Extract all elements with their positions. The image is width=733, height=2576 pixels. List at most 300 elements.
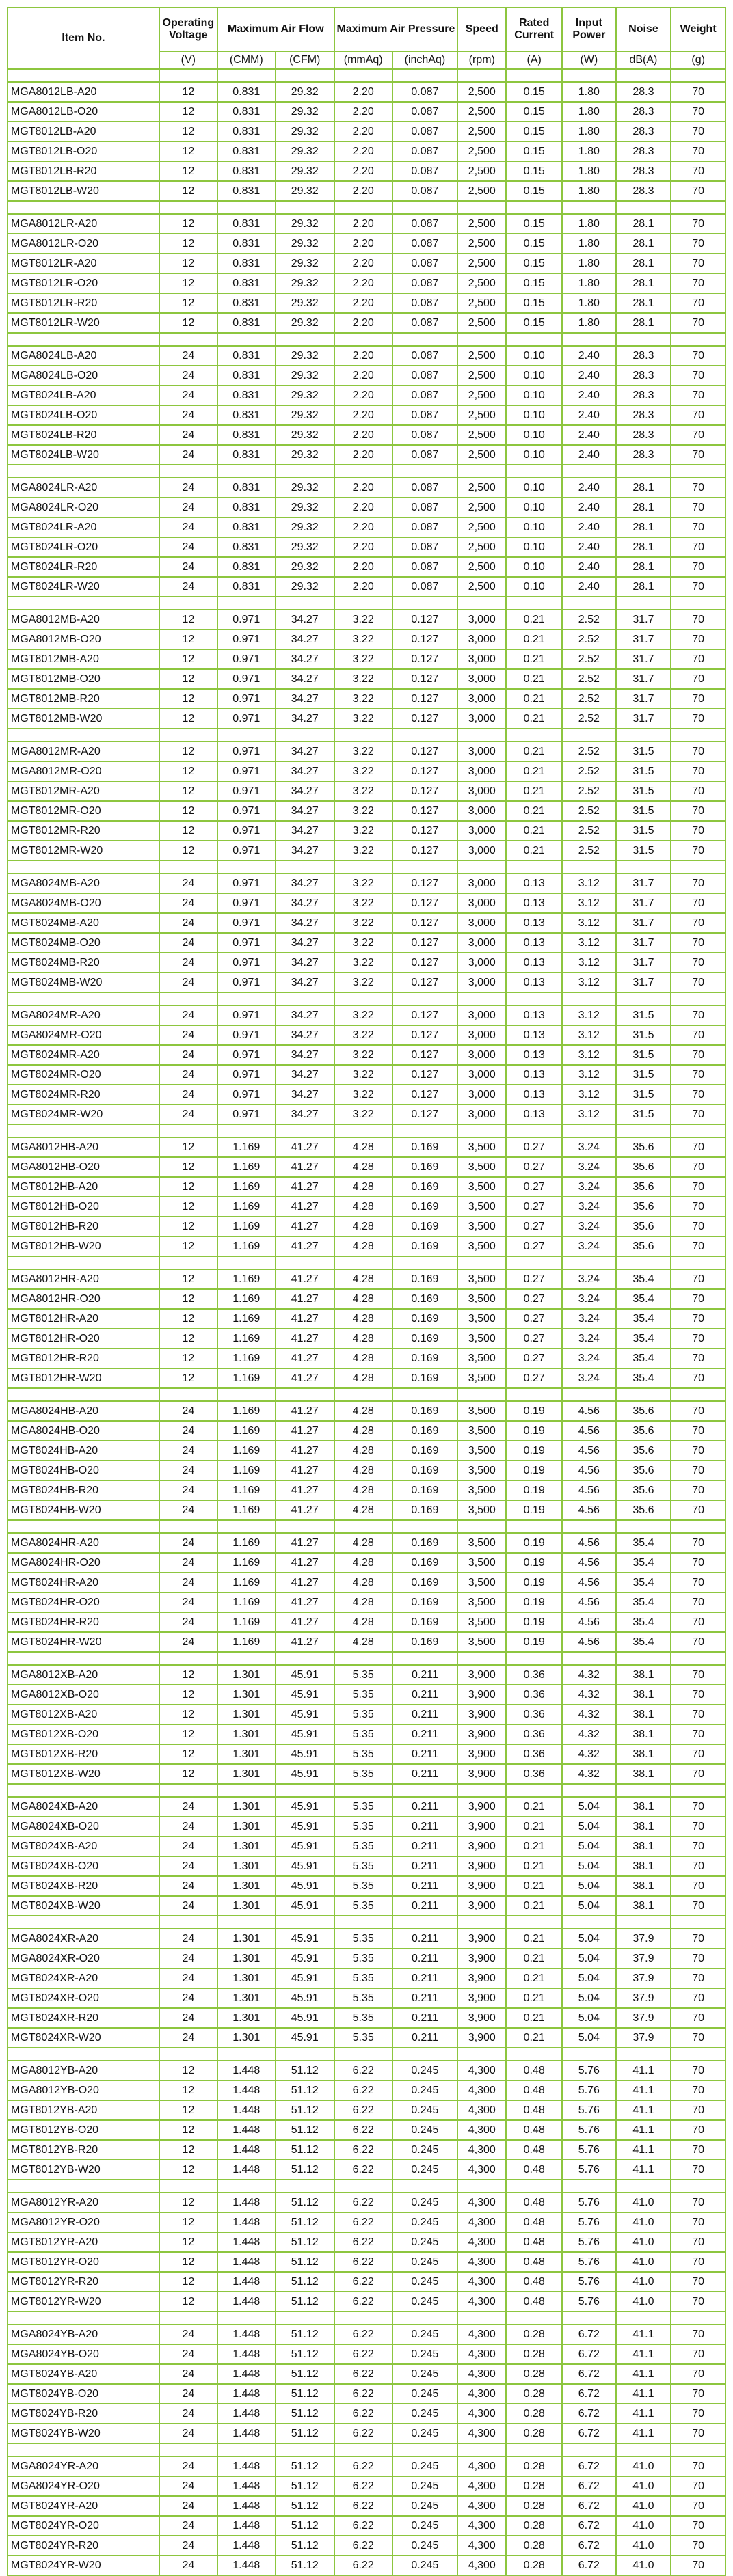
air-flow-cmm-cell: 1.301 [217, 1968, 276, 1988]
air-flow-cfm-cell: 34.27 [276, 629, 334, 649]
separator-cell [506, 729, 562, 742]
speed-cell: 3,900 [457, 1929, 506, 1949]
pressure-inchaq-cell: 0.127 [392, 1085, 458, 1104]
speed-cell: 3,000 [457, 1045, 506, 1065]
noise-cell: 35.4 [616, 1348, 671, 1368]
input-power-cell: 2.40 [562, 478, 616, 498]
table-row [8, 2536, 725, 2555]
table-row [8, 1836, 725, 1856]
rated-current-cell: 0.10 [506, 517, 562, 537]
weight-cell: 70 [671, 801, 725, 821]
separator-cell [8, 992, 159, 1005]
pressure-inchaq-cell: 0.087 [392, 82, 458, 102]
pressure-inchaq-cell: 0.245 [392, 2456, 458, 2476]
pressure-mmaq-cell: 3.22 [334, 893, 392, 913]
pressure-mmaq-cell: 4.28 [334, 1573, 392, 1592]
voltage-cell: 24 [159, 1533, 217, 1553]
table-row [8, 801, 725, 821]
separator-cell [616, 1124, 671, 1137]
air-flow-cmm-cell: 0.971 [217, 689, 276, 709]
separator-cell [392, 729, 458, 742]
air-flow-cmm-cell: 1.448 [217, 2160, 276, 2180]
air-flow-cfm-cell: 51.12 [276, 2212, 334, 2232]
separator-cell [457, 1916, 506, 1929]
voltage-cell: 24 [159, 1104, 217, 1124]
separator-cell [217, 465, 276, 478]
table-row [8, 1929, 725, 1949]
input-power-cell: 4.56 [562, 1421, 616, 1441]
voltage-cell: 12 [159, 1197, 217, 1217]
noise-cell: 31.5 [616, 1104, 671, 1124]
noise-cell: 28.1 [616, 557, 671, 577]
input-power-cell: 6.72 [562, 2476, 616, 2496]
noise-cell: 31.5 [616, 781, 671, 801]
weight-cell: 70 [671, 2344, 725, 2364]
weight-cell: 70 [671, 181, 725, 201]
speed-cell: 3,500 [457, 1309, 506, 1329]
speed-cell: 3,500 [457, 1573, 506, 1592]
air-flow-cfm-cell: 45.91 [276, 1876, 334, 1896]
pressure-inchaq-cell: 0.169 [392, 1592, 458, 1612]
pressure-mmaq-cell: 4.28 [334, 1401, 392, 1421]
air-flow-cfm-cell: 41.27 [276, 1177, 334, 1197]
weight-cell: 70 [671, 913, 725, 933]
header-noise: Noise [616, 8, 671, 51]
air-flow-cfm-cell: 45.91 [276, 1797, 334, 1817]
separator-cell [616, 1520, 671, 1533]
noise-cell: 38.1 [616, 1817, 671, 1836]
rated-current-cell: 0.10 [506, 346, 562, 366]
table-row [8, 181, 725, 201]
item-no-cell: MGA8024HB-O20 [8, 1421, 159, 1441]
separator-cell [276, 69, 334, 82]
table-row [8, 385, 725, 405]
pressure-mmaq-cell: 6.22 [334, 2384, 392, 2404]
air-flow-cfm-cell: 34.27 [276, 689, 334, 709]
weight-cell: 70 [671, 2456, 725, 2476]
pressure-mmaq-cell: 5.35 [334, 1856, 392, 1876]
pressure-mmaq-cell: 3.22 [334, 1104, 392, 1124]
item-no-cell: MGA8012YB-O20 [8, 2080, 159, 2100]
pressure-inchaq-cell: 0.127 [392, 649, 458, 669]
weight-cell: 70 [671, 1856, 725, 1876]
separator-cell [671, 2443, 725, 2456]
pressure-mmaq-cell: 6.22 [334, 2516, 392, 2536]
weight-cell: 70 [671, 1157, 725, 1177]
table-row [8, 2120, 725, 2140]
input-power-cell: 4.56 [562, 1441, 616, 1461]
noise-cell: 41.1 [616, 2140, 671, 2160]
input-power-cell: 2.52 [562, 689, 616, 709]
separator-cell [159, 1784, 217, 1797]
weight-cell: 70 [671, 1289, 725, 1309]
noise-cell: 35.4 [616, 1573, 671, 1592]
speed-cell: 2,500 [457, 445, 506, 465]
pressure-inchaq-cell: 0.087 [392, 181, 458, 201]
air-flow-cfm-cell: 41.27 [276, 1329, 334, 1348]
speed-cell: 3,500 [457, 1441, 506, 1461]
input-power-cell: 4.56 [562, 1401, 616, 1421]
pressure-inchaq-cell: 0.127 [392, 1104, 458, 1124]
weight-cell: 70 [671, 82, 725, 102]
group-separator [8, 2048, 725, 2061]
pressure-mmaq-cell: 2.20 [334, 214, 392, 234]
rated-current-cell: 0.21 [506, 801, 562, 821]
item-no-cell: MGT8024YR-A20 [8, 2496, 159, 2516]
voltage-cell: 12 [159, 801, 217, 821]
speed-cell: 3,000 [457, 893, 506, 913]
separator-cell [217, 333, 276, 346]
pressure-mmaq-cell: 2.20 [334, 425, 392, 445]
air-flow-cmm-cell: 1.301 [217, 1856, 276, 1876]
air-flow-cmm-cell: 1.301 [217, 2028, 276, 2048]
input-power-cell: 5.04 [562, 2028, 616, 2048]
input-power-cell: 6.72 [562, 2384, 616, 2404]
item-no-cell: MGA8012MB-A20 [8, 610, 159, 629]
separator-cell [392, 1652, 458, 1665]
pressure-inchaq-cell: 0.169 [392, 1553, 458, 1573]
pressure-mmaq-cell: 4.28 [334, 1533, 392, 1553]
input-power-cell: 5.04 [562, 1797, 616, 1817]
voltage-cell: 24 [159, 2456, 217, 2476]
input-power-cell: 5.04 [562, 1876, 616, 1896]
speed-cell: 3,000 [457, 973, 506, 992]
air-flow-cmm-cell: 1.301 [217, 1876, 276, 1896]
speed-cell: 3,500 [457, 1612, 506, 1632]
table-row [8, 82, 725, 102]
voltage-cell: 24 [159, 973, 217, 992]
noise-cell: 28.1 [616, 517, 671, 537]
speed-cell: 2,500 [457, 273, 506, 293]
separator-cell [616, 1388, 671, 1401]
noise-cell: 35.4 [616, 1612, 671, 1632]
rated-current-cell: 0.13 [506, 913, 562, 933]
input-power-cell: 2.40 [562, 385, 616, 405]
separator-cell [616, 1652, 671, 1665]
input-power-cell: 2.52 [562, 742, 616, 761]
air-flow-cmm-cell: 0.971 [217, 761, 276, 781]
noise-cell: 41.0 [616, 2292, 671, 2311]
noise-cell: 35.6 [616, 1197, 671, 1217]
input-power-cell: 2.40 [562, 445, 616, 465]
speed-cell: 3,000 [457, 933, 506, 953]
weight-cell: 70 [671, 1724, 725, 1744]
air-flow-cfm-cell: 29.32 [276, 517, 334, 537]
separator-cell [616, 333, 671, 346]
pressure-inchaq-cell: 0.169 [392, 1177, 458, 1197]
input-power-cell: 2.52 [562, 709, 616, 729]
noise-cell: 38.1 [616, 1836, 671, 1856]
table-row [8, 1573, 725, 1592]
voltage-cell: 12 [159, 1157, 217, 1177]
speed-cell: 3,900 [457, 1896, 506, 1916]
item-no-cell: MGA8024MB-A20 [8, 873, 159, 893]
air-flow-cfm-cell: 29.32 [276, 405, 334, 425]
weight-cell: 70 [671, 141, 725, 161]
air-flow-cfm-cell: 41.27 [276, 1441, 334, 1461]
input-power-cell: 3.24 [562, 1269, 616, 1289]
speed-cell: 2,500 [457, 254, 506, 273]
pressure-mmaq-cell: 2.20 [334, 234, 392, 254]
noise-cell: 38.1 [616, 1665, 671, 1685]
item-no-cell: MGT8012LR-O20 [8, 273, 159, 293]
noise-cell: 31.5 [616, 742, 671, 761]
air-flow-cfm-cell: 34.27 [276, 873, 334, 893]
pressure-inchaq-cell: 0.169 [392, 1401, 458, 1421]
voltage-cell: 24 [159, 1005, 217, 1025]
table-row [8, 1065, 725, 1085]
weight-cell: 70 [671, 1005, 725, 1025]
noise-cell: 41.1 [616, 2160, 671, 2180]
weight-cell: 70 [671, 2555, 725, 2575]
input-power-cell: 3.24 [562, 1217, 616, 1236]
speed-cell: 3,500 [457, 1137, 506, 1157]
air-flow-cfm-cell: 29.32 [276, 214, 334, 234]
rated-current-cell: 0.10 [506, 537, 562, 557]
separator-cell [616, 1256, 671, 1269]
rated-current-cell: 0.13 [506, 1045, 562, 1065]
table-row [8, 346, 725, 366]
input-power-cell: 2.40 [562, 498, 616, 517]
pressure-mmaq-cell: 4.28 [334, 1217, 392, 1236]
rated-current-cell: 0.15 [506, 234, 562, 254]
item-no-cell: MGT8012YB-R20 [8, 2140, 159, 2160]
pressure-inchaq-cell: 0.211 [392, 1836, 458, 1856]
group-separator [8, 1916, 725, 1929]
noise-cell: 41.1 [616, 2061, 671, 2080]
separator-cell [159, 860, 217, 873]
rated-current-cell: 0.48 [506, 2061, 562, 2080]
table-row [8, 1104, 725, 1124]
table-row [8, 1137, 725, 1157]
pressure-mmaq-cell: 3.22 [334, 873, 392, 893]
voltage-cell: 24 [159, 1856, 217, 1876]
voltage-cell: 24 [159, 1836, 217, 1856]
pressure-mmaq-cell: 6.22 [334, 2364, 392, 2384]
rated-current-cell: 0.10 [506, 478, 562, 498]
separator-cell [217, 992, 276, 1005]
air-flow-cfm-cell: 34.27 [276, 781, 334, 801]
separator-cell [392, 2443, 458, 2456]
air-flow-cmm-cell: 0.831 [217, 537, 276, 557]
pressure-mmaq-cell: 4.28 [334, 1289, 392, 1309]
separator-cell [457, 2443, 506, 2456]
table-row [8, 2424, 725, 2443]
noise-cell: 31.5 [616, 1065, 671, 1085]
rated-current-cell: 0.21 [506, 2028, 562, 2048]
item-no-cell: MGT8024MR-R20 [8, 1085, 159, 1104]
speed-cell: 4,300 [457, 2252, 506, 2272]
separator-cell [562, 2311, 616, 2324]
speed-cell: 4,300 [457, 2324, 506, 2344]
input-power-cell: 5.76 [562, 2160, 616, 2180]
item-no-cell: MGT8012XB-A20 [8, 1705, 159, 1724]
input-power-cell: 4.32 [562, 1665, 616, 1685]
separator-cell [334, 333, 392, 346]
item-no-cell: MGA8024HR-O20 [8, 1553, 159, 1573]
rated-current-cell: 0.21 [506, 689, 562, 709]
air-flow-cfm-cell: 51.12 [276, 2404, 334, 2424]
air-flow-cfm-cell: 51.12 [276, 2140, 334, 2160]
air-flow-cmm-cell: 1.301 [217, 1817, 276, 1836]
item-no-cell: MGT8024LR-O20 [8, 537, 159, 557]
separator-cell [159, 729, 217, 742]
pressure-mmaq-cell: 5.35 [334, 1929, 392, 1949]
pressure-mmaq-cell: 3.22 [334, 1065, 392, 1085]
separator-cell [506, 2180, 562, 2193]
voltage-cell: 24 [159, 1500, 217, 1520]
input-power-cell: 5.76 [562, 2080, 616, 2100]
input-power-cell: 6.72 [562, 2344, 616, 2364]
unit-cmm: (CMM) [217, 51, 276, 69]
rated-current-cell: 0.19 [506, 1421, 562, 1441]
air-flow-cfm-cell: 51.12 [276, 2120, 334, 2140]
input-power-cell: 3.24 [562, 1309, 616, 1329]
separator-cell [506, 465, 562, 478]
air-flow-cmm-cell: 1.169 [217, 1197, 276, 1217]
separator-cell [671, 333, 725, 346]
separator-cell [457, 2048, 506, 2061]
speed-cell: 2,500 [457, 498, 506, 517]
weight-cell: 70 [671, 1968, 725, 1988]
voltage-cell: 24 [159, 913, 217, 933]
air-flow-cmm-cell: 1.169 [217, 1441, 276, 1461]
input-power-cell: 2.52 [562, 669, 616, 689]
pressure-mmaq-cell: 2.20 [334, 293, 392, 313]
item-no-cell: MGT8012YB-O20 [8, 2120, 159, 2140]
pressure-inchaq-cell: 0.245 [392, 2272, 458, 2292]
item-no-cell: MGT8012MB-A20 [8, 649, 159, 669]
noise-cell: 28.3 [616, 161, 671, 181]
rated-current-cell: 0.19 [506, 1480, 562, 1500]
pressure-mmaq-cell: 3.22 [334, 973, 392, 992]
separator-cell [276, 2180, 334, 2193]
noise-cell: 31.7 [616, 689, 671, 709]
weight-cell: 70 [671, 669, 725, 689]
noise-cell: 28.3 [616, 82, 671, 102]
item-no-cell: MGT8012HR-O20 [8, 1329, 159, 1348]
separator-cell [562, 860, 616, 873]
rated-current-cell: 0.13 [506, 973, 562, 992]
noise-cell: 28.3 [616, 346, 671, 366]
input-power-cell: 5.76 [562, 2193, 616, 2212]
pressure-inchaq-cell: 0.245 [392, 2424, 458, 2443]
noise-cell: 38.1 [616, 1764, 671, 1784]
header-input-power: Input Power [562, 8, 616, 51]
table-row [8, 1632, 725, 1652]
rated-current-cell: 0.13 [506, 953, 562, 973]
pressure-inchaq-cell: 0.169 [392, 1157, 458, 1177]
separator-cell [8, 465, 159, 478]
unit-grams: (g) [671, 51, 725, 69]
pressure-mmaq-cell: 3.22 [334, 841, 392, 860]
pressure-inchaq-cell: 0.169 [392, 1461, 458, 1480]
rated-current-cell: 0.21 [506, 1949, 562, 1968]
separator-cell [506, 1784, 562, 1797]
voltage-cell: 12 [159, 1217, 217, 1236]
rated-current-cell: 0.13 [506, 1005, 562, 1025]
pressure-inchaq-cell: 0.087 [392, 425, 458, 445]
air-flow-cfm-cell: 41.27 [276, 1480, 334, 1500]
speed-cell: 4,300 [457, 2344, 506, 2364]
voltage-cell: 24 [159, 1085, 217, 1104]
separator-cell [562, 2443, 616, 2456]
air-flow-cmm-cell: 0.831 [217, 234, 276, 254]
rated-current-cell: 0.21 [506, 629, 562, 649]
unit-dba: dB(A) [616, 51, 671, 69]
input-power-cell: 5.76 [562, 2100, 616, 2120]
input-power-cell: 1.80 [562, 273, 616, 293]
air-flow-cfm-cell: 29.32 [276, 557, 334, 577]
rated-current-cell: 0.15 [506, 273, 562, 293]
pressure-inchaq-cell: 0.169 [392, 1309, 458, 1329]
separator-cell [562, 992, 616, 1005]
separator-cell [616, 465, 671, 478]
rated-current-cell: 0.19 [506, 1441, 562, 1461]
pressure-inchaq-cell: 0.127 [392, 689, 458, 709]
voltage-cell: 24 [159, 1896, 217, 1916]
table-row [8, 478, 725, 498]
table-row [8, 2028, 725, 2048]
rated-current-cell: 0.27 [506, 1269, 562, 1289]
rated-current-cell: 0.21 [506, 649, 562, 669]
item-no-cell: MGT8012HB-A20 [8, 1177, 159, 1197]
speed-cell: 4,300 [457, 2212, 506, 2232]
voltage-cell: 12 [159, 1764, 217, 1784]
weight-cell: 70 [671, 346, 725, 366]
table-row [8, 1461, 725, 1480]
input-power-cell: 3.12 [562, 973, 616, 992]
speed-cell: 4,300 [457, 2061, 506, 2080]
pressure-mmaq-cell: 3.22 [334, 761, 392, 781]
table-row [8, 1085, 725, 1104]
input-power-cell: 4.32 [562, 1685, 616, 1705]
voltage-cell: 12 [159, 689, 217, 709]
speed-cell: 4,300 [457, 2272, 506, 2292]
input-power-cell: 2.40 [562, 405, 616, 425]
noise-cell: 35.6 [616, 1441, 671, 1461]
item-no-cell: MGT8012XB-O20 [8, 1724, 159, 1744]
separator-cell [276, 333, 334, 346]
air-flow-cfm-cell: 41.27 [276, 1157, 334, 1177]
pressure-inchaq-cell: 0.245 [392, 2344, 458, 2364]
noise-cell: 31.7 [616, 649, 671, 669]
pressure-mmaq-cell: 6.22 [334, 2536, 392, 2555]
separator-cell [8, 1652, 159, 1665]
input-power-cell: 4.56 [562, 1480, 616, 1500]
pressure-inchaq-cell: 0.211 [392, 1705, 458, 1724]
air-flow-cmm-cell: 1.448 [217, 2555, 276, 2575]
item-no-cell: MGT8024XR-A20 [8, 1968, 159, 1988]
separator-cell [334, 1652, 392, 1665]
air-flow-cfm-cell: 34.27 [276, 1005, 334, 1025]
pressure-inchaq-cell: 0.245 [392, 2496, 458, 2516]
voltage-cell: 12 [159, 709, 217, 729]
table-row [8, 2100, 725, 2120]
pressure-inchaq-cell: 0.169 [392, 1236, 458, 1256]
separator-cell [616, 992, 671, 1005]
noise-cell: 31.5 [616, 841, 671, 860]
speed-cell: 3,500 [457, 1217, 506, 1236]
weight-cell: 70 [671, 2160, 725, 2180]
item-no-cell: MGA8012LB-O20 [8, 102, 159, 122]
table-row [8, 2292, 725, 2311]
air-flow-cfm-cell: 29.32 [276, 313, 334, 333]
pressure-mmaq-cell: 4.28 [334, 1269, 392, 1289]
air-flow-cmm-cell: 0.971 [217, 1025, 276, 1045]
pressure-inchaq-cell: 0.127 [392, 1025, 458, 1045]
rated-current-cell: 0.21 [506, 1929, 562, 1949]
